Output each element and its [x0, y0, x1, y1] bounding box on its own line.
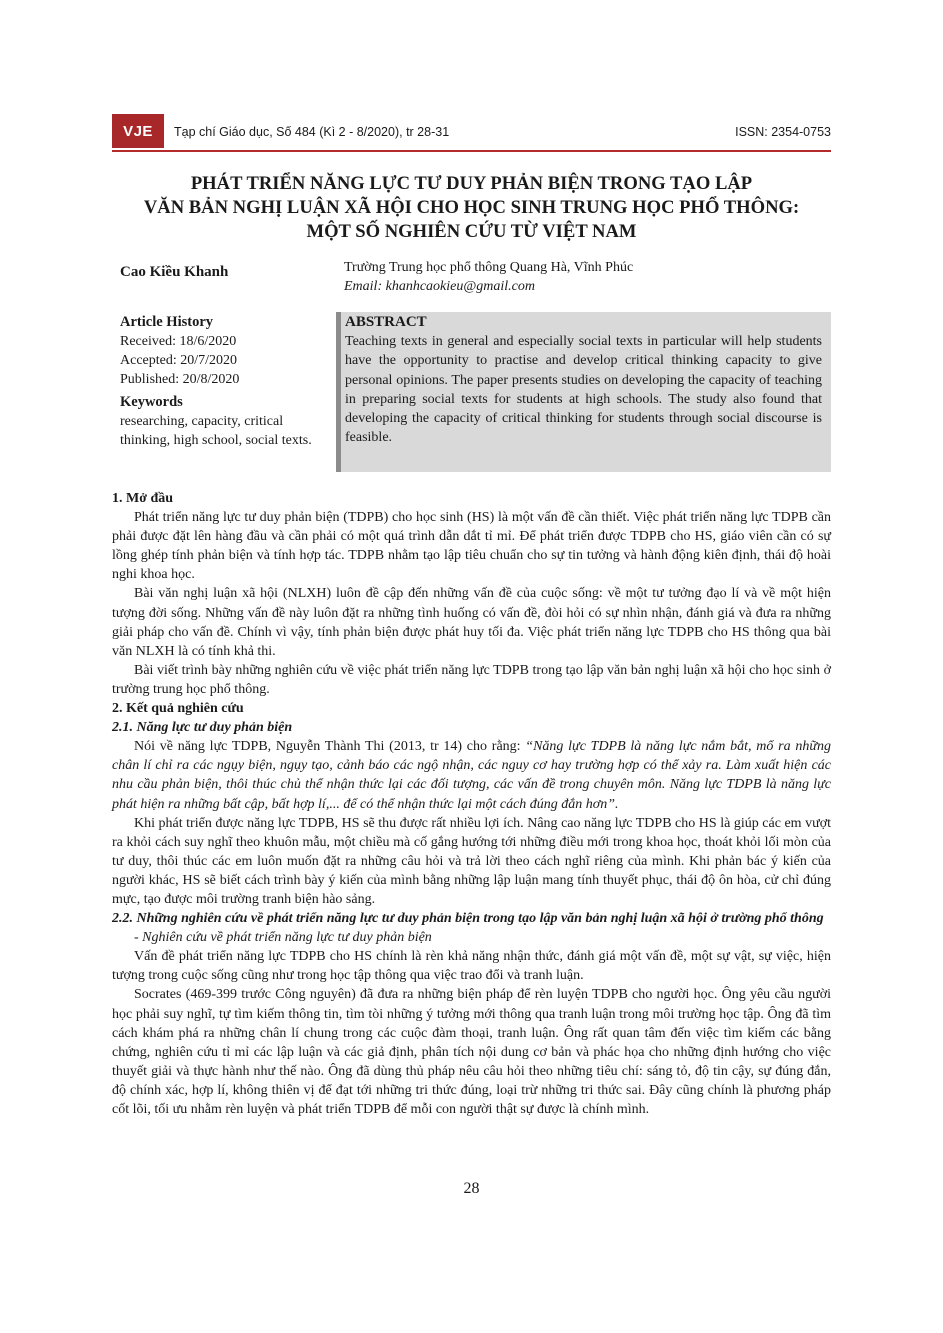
affiliation: Trường Trung học phổ thông Quang Hà, Vĩnh Phúc — [344, 260, 634, 275]
title-line-1: PHÁT TRIỂN NĂNG LỰC TƯ DUY PHẢN BIỆN TRONG TẠO LẬP — [190, 173, 753, 194]
sub-item-heading: - Nghiên cứu về phát triển năng lực tư duy phản biện — [134, 930, 432, 946]
journal-header — [112, 114, 831, 152]
abstract-heading: ABSTRACT — [345, 314, 427, 330]
paragraph: Socrates (469-399 trước Công nguyên) đã đưa ra những biện pháp để rèn luyện TDPB cho người học. Ông yêu cầu người học phải suy nghĩ, tự tìm kiếm thông tin, tìm tòi những ý tưởng mới thông qua tranh luận trong môi trường học tập. Ông đã tìm cách khám phá ra những chân lí chung trong các cuộc đàm thoại, tranh luận. Ông rất quan tâm đến việc tìm kiếm các bằng chứng, nghiên cứu tỉ mỉ các lập luận và các giả định, phân tích nội dung cơ bản và phác họa cho những định hướng cho việc thuyết giải và thực hành như thế nào. Ông đã dùng thủ pháp nêu câu hỏi theo những tiêu chí: sáng tỏ, độ tin cậy, sự đúng đắn, độ chính xác, hợp lí, không thiên vị để đạt tới những tri thức đúng, loại trừ những tri thức sai. Đây cũng chính là phương pháp cốt lõi, tối ưu nhằm rèn luyện và phát triển TDPB để mỗi con người thật sự được là chính mình. — [112, 987, 831, 1117]
author-email: Email: khanhcaokieu@gmail.com — [344, 279, 535, 294]
subsection-heading: 2.1. Năng lực tư duy phản biện — [112, 720, 293, 736]
subsection-heading: 2.2. Những nghiên cứu về phát triển năng lực tư duy phản biện trong tạo lập văn bản nghị luận xã hội ở trường phổ thông — [112, 911, 824, 927]
title-line-3: MỘT SỐ NGHIÊN CỨU TỪ VIỆT NAM — [306, 221, 637, 242]
article-body — [112, 489, 831, 1119]
keywords-heading: Keywords — [120, 394, 183, 410]
abstract-text: Teaching texts in general and especially social texts in particular will help students have the opportunity to practise and develop critical thinking capacity to give personal opinions. The paper presents studies on developing the capacity of teaching in preparing social texts for students at high schools. The study also found that developing the capacity of critical thinking for students through social discourse is feasible. — [345, 334, 822, 446]
page-number: 28 — [463, 1180, 480, 1197]
journal-logo: VJE — [112, 114, 164, 148]
paragraph: Khi phát triển được năng lực TDPB, HS sẽ thu được rất nhiều lợi ích. Nâng cao năng lực TDPB cho HS là giúp các em vượt ra khỏi cách suy nghĩ theo khuôn mẫu, một chiều mà cố gắng hướng tới những điều mới trong khoa học, thoát khỏi lối mòn của tư duy, thôi thúc các em luôn muốn đặt ra những câu hỏi và trả lời theo cách nghĩ riêng của mình. Khi phản bác ý kiến của người khác, HS sẽ biết cách trình bày ý kiến của mình bằng những lập luận mang tính thuyết phục, thái độ ôn hòa, cử chỉ đúng mực, tạo được môi trường tranh biện hào sảng. — [112, 815, 831, 907]
author-affiliation-block — [344, 258, 633, 296]
accepted-date: Accepted: 20/7/2020 — [120, 353, 238, 368]
keywords: researching, capacity, critical thinking, high school, social texts. — [120, 414, 312, 448]
paragraph — [112, 737, 831, 813]
quote: “Năng lực TDPB là năng lực nắm bắt, mổ ra những chân lí chỉ ra các ngụy biện, ngụy tạo, cảnh báo các ngộ nhận, các nguy cơ hay trường hợp có thể xảy ra. Làm xuất hiện các nhu cầu phản biện, thôi thúc chủ thể nhận thức lại các đối tượng, các vấn đề trong chuyên môn. Năng lực TDPB là năng lực phát hiện ra những bất cập, bất hợp lí,... để có thể nhận thức lại một cách đúng đắn hơn”. — [112, 739, 831, 812]
paragraph: Vấn đề phát triển năng lực TDPB cho HS chính là rèn khả năng nhận thức, đánh giá một vấn đề, một sự vật, sự việc, hiện tượng trong cuộc sống cũng như trong học tập thông qua việc trao đổi và tranh luận. — [112, 949, 831, 984]
paragraph: Phát triển năng lực tư duy phản biện (TDPB) cho học sinh (HS) là một vấn đề cần thiết. Việc phát triển năng lực TDPB cần phải được đặt lên hàng đầu và cần phải có một quá trình dẫn dắt tỉ mỉ. Để phát triển được TDPB cho HS, giáo viên cần có sự lồng ghép tính phản biện và tính hợp tác. TDPB nhằm tạo lập tiêu chuẩn cho sự tin tưởng và hành động kiên định, thái độ hoài nghi khoa học. — [112, 510, 831, 583]
history-heading: Article History — [120, 314, 214, 330]
abstract-box — [336, 312, 831, 472]
received-date: Received: 18/6/2020 — [120, 334, 237, 349]
title-line-2: VĂN BẢN NGHỊ LUẬN XÃ HỘI CHO HỌC SINH TRUNG HỌC PHỔ THÔNG: — [143, 197, 800, 218]
issn: ISSN: 2354-0753 — [735, 125, 831, 139]
quote-lead: Nói về năng lực TDPB, Nguyễn Thành Thi (2013, tr 14) cho rằng: — [134, 739, 526, 755]
paragraph: Bài viết trình bày những nghiên cứu về việc phát triển năng lực TDPB trong tạo lập văn bản nghị luận xã hội cho học sinh ở trường trung học phổ thông. — [112, 662, 831, 697]
section-heading: 1. Mở đầu — [112, 491, 174, 506]
article-history — [120, 313, 325, 450]
section-heading: 2. Kết quả nghiên cứu — [112, 701, 244, 717]
published-date: Published: 20/8/2020 — [120, 372, 240, 387]
abstract-accent-bar — [336, 312, 341, 472]
author-name: Cao Kiều Khanh — [120, 264, 229, 280]
journal-citation: Tạp chí Giáo dục, Số 484 (Kì 2 - 8/2020), tr 28-31 — [174, 125, 450, 139]
paper-title — [100, 172, 843, 244]
paragraph: Bài văn nghị luận xã hội (NLXH) luôn đề cập đến những vấn đề của cuộc sống: về một tư tưởng đạo lí và về một hiện tượng đời sống. Những vấn đề này luôn đặt ra những tình huống có vấn đề, đòi hỏi có sự nhìn nhận, đánh giá và đưa ra những giải pháp cho vấn đề. Chính vì vậy, tính phản biện được phát huy tối đa. Việc phát triển năng lực TDPB cho HS thông qua bài văn NLXH là có tính khả thi. — [112, 586, 831, 659]
